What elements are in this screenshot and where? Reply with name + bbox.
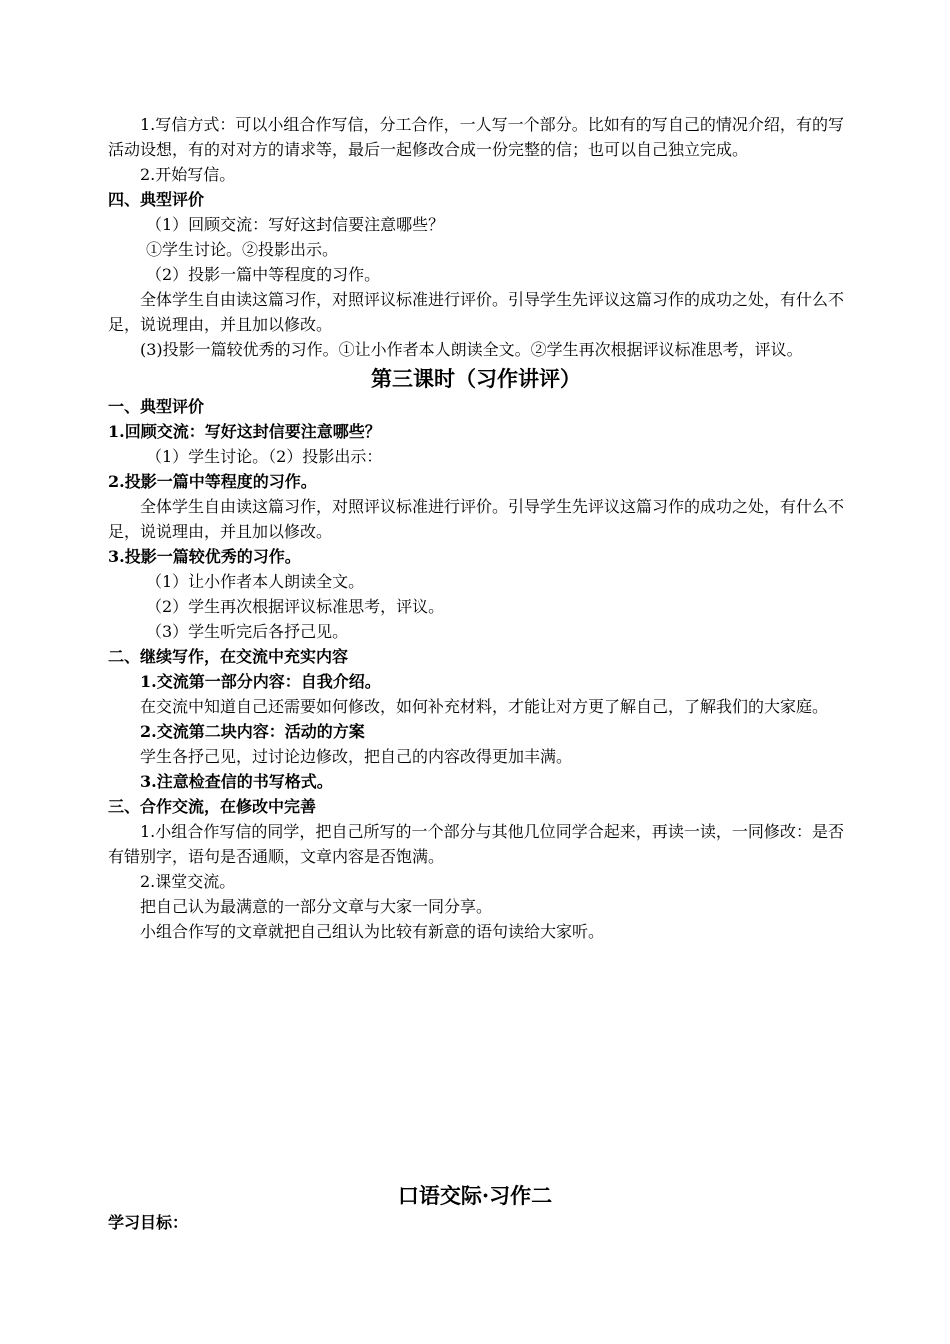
document-body bbox=[108, 112, 844, 944]
sub-item: （2）学生再次根据评议标准思考，评议。 bbox=[146, 597, 445, 616]
lesson-title: 第三课时（习作讲评） bbox=[371, 366, 581, 391]
paragraph: 2.开始写信。 bbox=[140, 165, 236, 184]
sub-item: （1）学生讨论。（2）投影出示： bbox=[146, 447, 383, 466]
section-heading: 一、典型评价 bbox=[108, 397, 205, 416]
paragraph: 小组合作写的文章就把自己组认为比较有新意的语句读给大家听。 bbox=[140, 922, 605, 941]
paragraph: 把自己认为最满意的一部分文章与大家一同分享。 bbox=[140, 897, 493, 916]
section-heading: 四、典型评价 bbox=[108, 190, 205, 209]
paragraph: (3)投影一篇较优秀的习作。①让小作者本人朗读全文。②学生再次根据评议标准思考，评议。 bbox=[140, 340, 803, 359]
paragraph: 全体学生自由读这篇习作，对照评议标准进行评价。引导学生先评议这篇习作的成功之处，有什么不足，说说理由，并且加以修改。 bbox=[108, 497, 845, 541]
paragraph: 在交流中知道自己还需要如何修改，如何补充材料，才能让对方更了解自己，了解我们的大家庭。 bbox=[140, 697, 829, 716]
section-heading: 三、合作交流，在修改中完善 bbox=[108, 797, 317, 816]
item-heading: 2.投影一篇中等程度的习作。 bbox=[108, 472, 317, 491]
paragraph: 全体学生自由读这篇习作，对照评议标准进行评价。引导学生先评议这篇习作的成功之处，有什么不足，说说理由，并且加以修改。 bbox=[108, 290, 845, 334]
sub-item: （1）让小作者本人朗读全文。 bbox=[146, 572, 365, 591]
paragraph: 2.课堂交流。 bbox=[140, 872, 236, 891]
item-heading: 1.交流第一部分内容：自我介绍。 bbox=[140, 672, 381, 691]
sub-item: ①学生讨论。②投影出示。 bbox=[146, 240, 339, 259]
learning-goals-label: 学习目标： bbox=[108, 1213, 189, 1232]
item-heading: 3.注意检查信的书写格式。 bbox=[140, 772, 333, 791]
next-section-title: 口语交际·习作二 bbox=[397, 1183, 553, 1208]
paragraph: 学生各抒己见，过讨论边修改，把自己的内容改得更加丰满。 bbox=[140, 747, 573, 766]
sub-item: （3）学生听完后各抒己见。 bbox=[146, 622, 349, 641]
sub-item: （1）回顾交流：写好这封信要注意哪些？ bbox=[146, 215, 445, 234]
item-heading: 2.交流第二块内容：活动的方案 bbox=[140, 722, 365, 741]
paragraph: 1.写信方式：可以小组合作写信，分工合作，一人写一个部分。比如有的写自己的情况介绍，有的写活动设想，有的对对方的请求等，最后一起修改合成一份完整的信；也可以自己独立完成。 bbox=[108, 115, 844, 159]
item-heading: 3.投影一篇较优秀的习作。 bbox=[108, 547, 301, 566]
section-heading: 二、继续写作，在交流中充实内容 bbox=[108, 647, 349, 666]
sub-item: （2）投影一篇中等程度的习作。 bbox=[146, 265, 381, 284]
item-heading: 1.回顾交流：写好这封信要注意哪些？ bbox=[108, 422, 381, 441]
paragraph: 1.小组合作写信的同学，把自己所写的一个部分与其他几位同学合起来，再读一读，一同修改：是否有错别字，语句是否通顺，文章内容是否饱满。 bbox=[108, 822, 844, 866]
